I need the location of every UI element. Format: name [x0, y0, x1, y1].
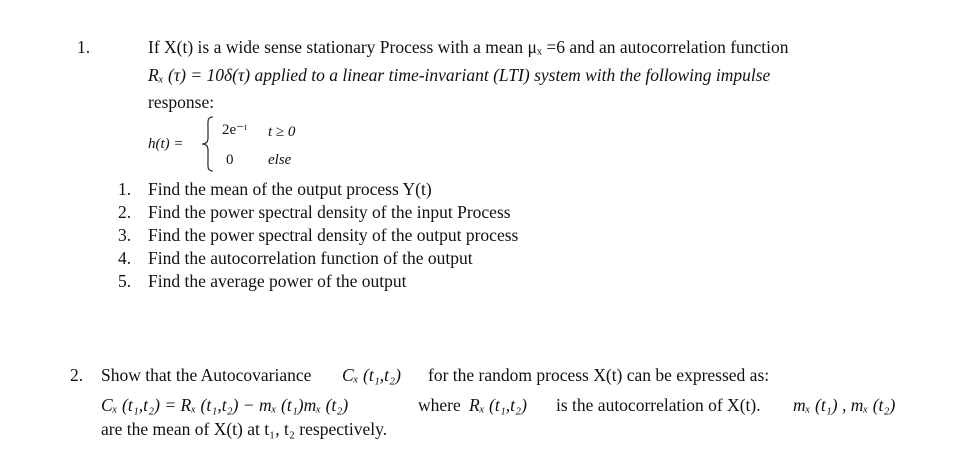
case-1-value: 2e⁻ᵗ	[222, 122, 247, 138]
question-1-number: 1.	[77, 37, 91, 57]
list-item: Find the mean of the output process Y(t)	[148, 179, 432, 199]
list-item-number: 5.	[118, 271, 132, 291]
question-1-line-2: Rₓ (τ) = 10δ(τ) applied to a linear time-invariant (LTI) system with the following impulse	[148, 65, 771, 85]
mean-symbols: mₓ (t₁) , mₓ (t₂)	[793, 395, 896, 415]
question-2-line-1-text-a: Show that the Autocovariance	[101, 365, 312, 385]
question-1-line-3: response:	[148, 92, 215, 112]
question-2-line-3: are the mean of X(t) at t₁, t₂ respectively.	[101, 419, 388, 439]
autocorrelation-symbol: Rₓ (t₁,t₂)	[469, 395, 527, 415]
list-item-number: 3.	[118, 225, 132, 245]
list-item: Find the autocorrelation function of the output	[148, 248, 473, 268]
case-1-condition: t ≥ 0	[268, 124, 296, 140]
list-item-number: 4.	[118, 248, 132, 268]
left-brace-icon	[201, 116, 215, 172]
list-item: Find the power spectral density of the input Process	[148, 202, 511, 222]
list-item: Find the power spectral density of the output process	[148, 225, 519, 245]
list-item-number: 2.	[118, 202, 132, 222]
autocovariance-equation: Cₓ (t₁,t₂) = Rₓ (t₁,t₂) − mₓ (t₁)mₓ (t₂)	[101, 395, 349, 415]
question-2-line-1-text-b: for the random process X(t) can be expressed as:	[428, 365, 770, 385]
autocovariance-symbol: Cₓ (t₁,t₂)	[342, 365, 401, 385]
question-2-number: 2.	[70, 365, 84, 385]
case-2-value: 0	[226, 152, 234, 168]
list-item: Find the average power of the output	[148, 271, 407, 291]
question-1-line-1: If X(t) is a wide sense stationary Process with a mean μₓ =6 and an autocorrelation function	[148, 37, 789, 57]
list-item-number: 1.	[118, 179, 132, 199]
question-2-line-2-text: is the autocorrelation of X(t).	[556, 395, 761, 415]
case-2-condition: else	[268, 152, 292, 168]
h-lhs: h(t) =	[148, 136, 184, 152]
question-2-where: where	[418, 395, 461, 415]
